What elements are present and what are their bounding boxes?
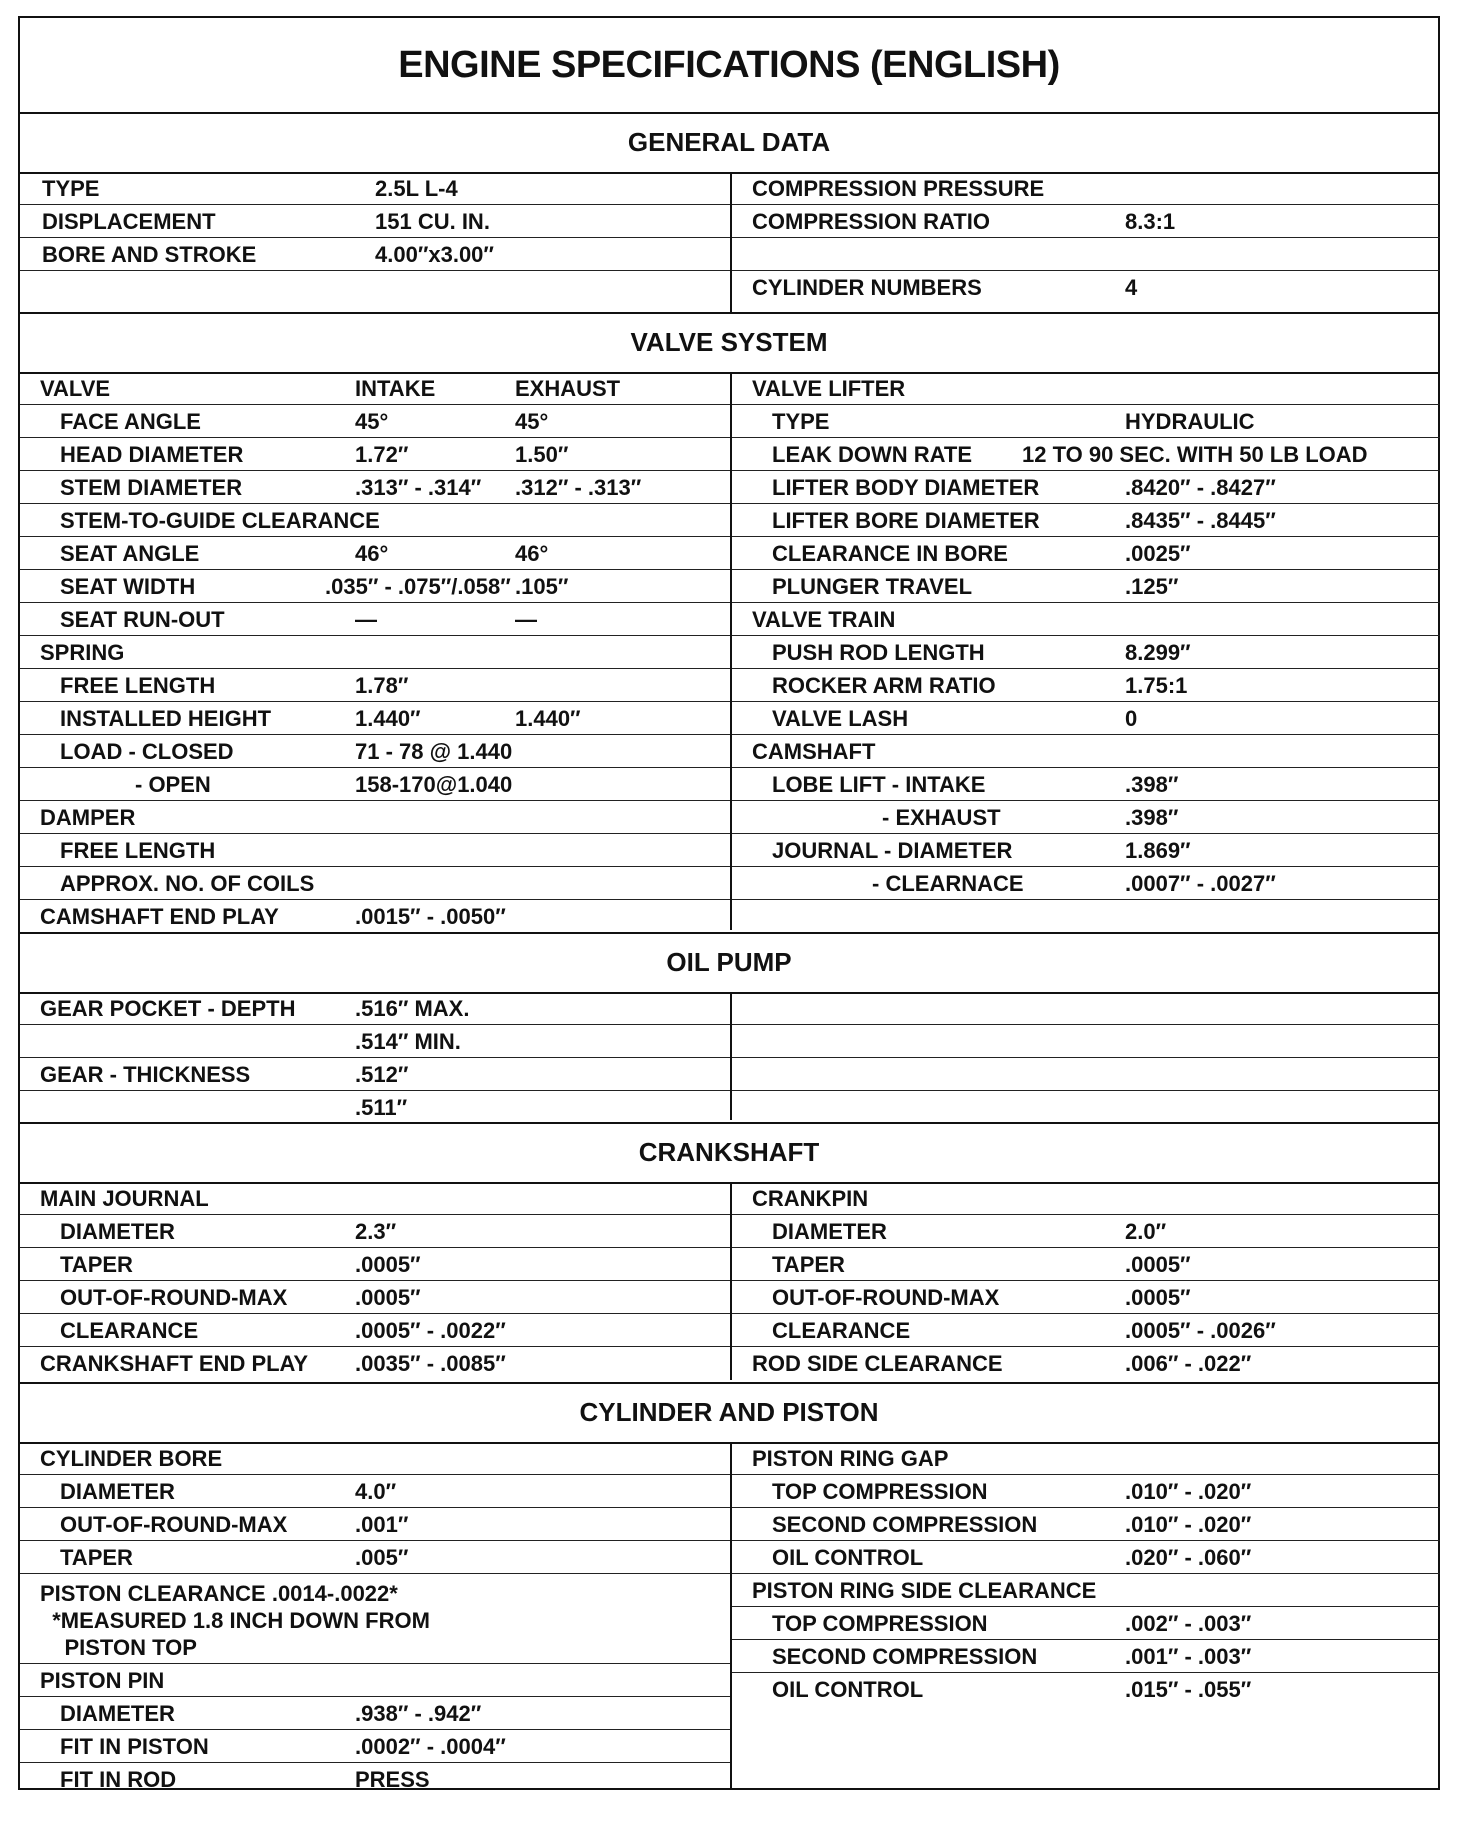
table-row (20, 702, 730, 735)
table-row (732, 735, 1440, 768)
spec-label: VALVE (40, 376, 111, 401)
spec-value: .001″ (355, 1512, 409, 1537)
valve-right-column (732, 372, 1440, 930)
table-row (20, 603, 730, 636)
spec-value: EXHAUST (515, 376, 621, 401)
general-section (20, 172, 1438, 314)
table-row (20, 801, 730, 834)
table-row (20, 1025, 730, 1058)
spec-value: .8420″ - .8427″ (1125, 475, 1276, 500)
table-row (20, 537, 730, 570)
spec-label: TYPE (772, 409, 830, 434)
spec-value: 0 (1125, 706, 1138, 731)
spec-label: SEAT WIDTH (60, 574, 196, 599)
table-row (20, 1314, 730, 1347)
spec-label: SECOND COMPRESSION (772, 1512, 1038, 1537)
spec-value: .0035″ - .0085″ (355, 1351, 506, 1376)
spec-value: 1.440″ (355, 706, 421, 731)
spec-label: - EXHAUST (882, 805, 1001, 830)
spec-label: OUT-OF-ROUND-MAX (772, 1285, 1000, 1310)
spec-label: CAMSHAFT END PLAY (40, 904, 279, 929)
spec-label: GEAR POCKET - DEPTH (40, 996, 296, 1021)
table-row (732, 1574, 1440, 1607)
spec-label: TAPER (60, 1545, 133, 1570)
table-row (732, 1091, 1440, 1124)
table-row (20, 1347, 730, 1380)
spec-value: .010″ - .020″ (1125, 1479, 1252, 1504)
spec-value: INTAKE (355, 376, 436, 401)
spec-label: COMPRESSION PRESSURE (752, 176, 1045, 201)
spec-label: VALVE LASH (772, 706, 909, 731)
spec-label: PISTON PIN (40, 1668, 165, 1693)
spec-value: 158-170@1.040 (355, 772, 513, 797)
spec-value: 1.50″ (515, 442, 569, 467)
spec-value: .010″ - .020″ (1125, 1512, 1252, 1537)
spec-value: 71 - 78 @ 1.440 (355, 739, 513, 764)
spec-value: .0002″ - .0004″ (355, 1734, 506, 1759)
spec-value: 45° (355, 409, 389, 434)
spec-label: DIAMETER (772, 1219, 887, 1244)
spec-label: - OPEN (135, 772, 211, 797)
spec-label: DISPLACEMENT (42, 209, 216, 234)
table-row (732, 603, 1440, 636)
spec-value: 8.3:1 (1125, 209, 1176, 234)
spec-value: .0007″ - .0027″ (1125, 871, 1276, 896)
spec-value: .002″ - .003″ (1125, 1611, 1252, 1636)
spec-label: OUT-OF-ROUND-MAX (60, 1285, 288, 1310)
table-row (732, 1182, 1440, 1215)
table-row (20, 992, 730, 1025)
spec-value: 4.00″x3.00″ (375, 242, 494, 267)
spec-value: 1.75:1 (1125, 673, 1188, 698)
spec-label: OIL CONTROL (772, 1545, 924, 1570)
crank-right-column (732, 1182, 1440, 1380)
spec-value: .125″ (1125, 574, 1179, 599)
cylinder-bore-group (20, 1442, 730, 1574)
section-heading-general: GENERAL DATA (20, 112, 1438, 174)
table-row (732, 992, 1440, 1025)
table-row (732, 1025, 1440, 1058)
table-row (732, 1281, 1440, 1314)
spec-label: DAMPER (40, 805, 136, 830)
spec-value: 12 TO 90 SEC. WITH 50 LB LOAD (1022, 442, 1368, 467)
table-row (732, 867, 1440, 900)
spec-label: LIFTER BORE DIAMETER (772, 508, 1040, 533)
spec-label: COMPRESSION RATIO (752, 209, 990, 234)
spec-label: INSTALLED HEIGHT (60, 706, 272, 731)
spec-value: .0005″ - .0026″ (1125, 1318, 1276, 1343)
spec-label: SEAT ANGLE (60, 541, 200, 566)
table-row (20, 1281, 730, 1314)
spec-label: HEAD DIAMETER (60, 442, 244, 467)
spec-value: .0005″ (355, 1285, 421, 1310)
table-row (20, 1215, 730, 1248)
spec-label: JOURNAL - DIAMETER (772, 838, 1013, 863)
spec-value: — (355, 607, 377, 632)
spec-label: PISTON RING SIDE CLEARANCE (752, 1578, 1097, 1603)
table-row (732, 471, 1440, 504)
spec-label: TYPE (42, 176, 100, 201)
spec-label: LIFTER BODY DIAMETER (772, 475, 1040, 500)
cyl-right-column (732, 1442, 1440, 1788)
page-title: ENGINE SPECIFICATIONS (ENGLISH) (20, 18, 1438, 114)
spec-label: TOP COMPRESSION (772, 1611, 988, 1636)
table-row (732, 1508, 1440, 1541)
table-row (20, 1058, 730, 1091)
spec-label: FACE ANGLE (60, 409, 201, 434)
table-row (20, 405, 730, 438)
table-row (20, 1730, 730, 1763)
spec-value: .312″ - .313″ (515, 475, 642, 500)
table-row (732, 1215, 1440, 1248)
spec-label: CRANKPIN (752, 1186, 869, 1211)
general-left-column (20, 172, 732, 312)
crank-section (20, 1182, 1438, 1384)
table-row (20, 1664, 730, 1697)
spec-label: DIAMETER (60, 1701, 175, 1726)
table-row (732, 1607, 1440, 1640)
spec-value: .0005″ - .0022″ (355, 1318, 506, 1343)
spec-value: .001″ - .003″ (1125, 1644, 1252, 1669)
spec-value: .006″ - .022″ (1125, 1351, 1252, 1376)
spec-label: FIT IN ROD (60, 1767, 177, 1792)
spec-value: .516″ MAX. (355, 996, 470, 1021)
table-row (732, 900, 1440, 933)
spec-label: LOAD - CLOSED (60, 739, 234, 764)
table-row (20, 1182, 730, 1215)
spec-label: APPROX. NO. OF COILS (60, 871, 315, 896)
spec-label: PLUNGER TRAVEL (772, 574, 973, 599)
cyl-left-column (20, 1442, 732, 1792)
spec-value: 1.869″ (1125, 838, 1191, 863)
spec-label: CYLINDER BORE (40, 1446, 223, 1471)
spec-label: FREE LENGTH (60, 673, 216, 698)
spec-label: STEM-TO-GUIDE CLEARANCE (60, 508, 380, 533)
table-row (732, 1058, 1440, 1091)
section-heading-oil: OIL PUMP (20, 932, 1438, 994)
spec-label: OIL CONTROL (772, 1677, 924, 1702)
spec-label: PUSH ROD LENGTH (772, 640, 985, 665)
table-row (20, 570, 730, 603)
table-row (20, 504, 730, 537)
spec-value: .0025″ (1125, 541, 1191, 566)
table-row (20, 834, 730, 867)
spec-label: ROCKER ARM RATIO (772, 673, 996, 698)
table-row (732, 570, 1440, 603)
table-row (732, 801, 1440, 834)
table-row (732, 1442, 1440, 1475)
spec-sheet (18, 16, 1440, 1790)
spec-value: .398″ (1125, 805, 1179, 830)
spec-value: .398″ (1125, 772, 1179, 797)
spec-value: 2.3″ (355, 1219, 397, 1244)
piston-clearance-note-box (20, 1574, 730, 1664)
table-row (732, 636, 1440, 669)
spec-label: VALVE LIFTER (752, 376, 906, 401)
table-row (20, 438, 730, 471)
spec-value: .105″ (515, 574, 569, 599)
table-row (20, 471, 730, 504)
spec-label: BORE AND STROKE (42, 242, 257, 267)
table-row (20, 238, 730, 271)
spec-label: CRANKSHAFT END PLAY (40, 1351, 309, 1376)
spec-label: FREE LENGTH (60, 838, 216, 863)
oil-section (20, 992, 1438, 1124)
spec-value: .0005″ (1125, 1252, 1191, 1277)
spec-value: .8435″ - .8445″ (1125, 508, 1276, 533)
spec-value: 4.0″ (355, 1479, 397, 1504)
spec-label: DIAMETER (60, 1219, 175, 1244)
table-row (20, 735, 730, 768)
table-row (732, 768, 1440, 801)
spec-label: CLEARANCE (60, 1318, 199, 1343)
spec-value: PRESS (355, 1767, 430, 1792)
spec-label: PISTON RING GAP (752, 1446, 949, 1471)
valve-left-column (20, 372, 732, 930)
general-right-column (732, 172, 1440, 312)
table-row (20, 636, 730, 669)
table-row (732, 1640, 1440, 1673)
table-row (732, 205, 1440, 238)
spec-label: FIT IN PISTON (60, 1734, 209, 1759)
spec-value: .313″ - .314″ (355, 475, 482, 500)
table-row (732, 702, 1440, 735)
spec-label: SEAT RUN-OUT (60, 607, 225, 632)
spec-label: - CLEARNACE (872, 871, 1024, 896)
spec-label: TOP COMPRESSION (772, 1479, 988, 1504)
spec-label: SPRING (40, 640, 125, 665)
spec-label: SECOND COMPRESSION (772, 1644, 1038, 1669)
table-row (732, 438, 1440, 471)
spec-value: 2.5L L-4 (375, 176, 458, 201)
spec-label: CLEARANCE (772, 1318, 911, 1343)
cyl-section (20, 1442, 1438, 1792)
spec-value: HYDRAULIC (1125, 409, 1255, 434)
table-row (732, 504, 1440, 537)
spec-label: LOBE LIFT - INTAKE (772, 772, 986, 797)
spec-value: .938″ - .942″ (355, 1701, 482, 1726)
spec-value: .005″ (355, 1545, 409, 1570)
table-row (20, 372, 730, 405)
spec-label: CAMSHAFT (752, 739, 876, 764)
spec-value: .511″ (355, 1095, 408, 1120)
table-row (20, 1442, 730, 1475)
spec-value: .512″ (355, 1062, 409, 1087)
table-row (732, 1475, 1440, 1508)
spec-value: — (515, 607, 537, 632)
spec-value: 1.78″ (355, 673, 409, 698)
section-heading-crank: CRANKSHAFT (20, 1122, 1438, 1184)
spec-label: STEM DIAMETER (60, 475, 243, 500)
spec-value: .020″ - .060″ (1125, 1545, 1252, 1570)
table-row (20, 768, 730, 801)
spec-value: .015″ - .055″ (1125, 1677, 1252, 1702)
spec-value: .514″ MIN. (355, 1029, 461, 1054)
table-row (20, 1248, 730, 1281)
spec-value: 2.0″ (1125, 1219, 1167, 1244)
table-row (20, 867, 730, 900)
section-heading-valve: VALVE SYSTEM (20, 312, 1438, 374)
spec-value: 1.72″ (355, 442, 409, 467)
table-row (20, 1475, 730, 1508)
spec-label: MAIN JOURNAL (40, 1186, 209, 1211)
table-row (20, 1763, 730, 1796)
oil-left-column (20, 992, 732, 1120)
spec-value: .0005″ (1125, 1285, 1191, 1310)
table-row (20, 1541, 730, 1574)
table-row (732, 1248, 1440, 1281)
spec-value: .035″ - .075″/.058″ (325, 574, 511, 599)
table-row (20, 271, 730, 304)
spec-value: .0015″ - .0050″ (355, 904, 506, 929)
spec-value: 4 (1125, 275, 1138, 300)
spec-label: TAPER (772, 1252, 845, 1277)
spec-label: GEAR - THICKNESS (40, 1062, 251, 1087)
table-row (732, 669, 1440, 702)
table-row (20, 1508, 730, 1541)
spec-label: CLEARANCE IN BORE (772, 541, 1008, 566)
table-row (732, 372, 1440, 405)
spec-value: 151 CU. IN. (375, 209, 490, 234)
spec-label: VALVE TRAIN (752, 607, 896, 632)
spec-label: LEAK DOWN RATE (772, 442, 973, 467)
spec-label: ROD SIDE CLEARANCE (752, 1351, 1003, 1376)
spec-value: .0005″ (355, 1252, 421, 1277)
table-row (20, 172, 730, 205)
piston-pin-group (20, 1664, 730, 1796)
spec-label: TAPER (60, 1252, 133, 1277)
table-row (20, 205, 730, 238)
table-row (732, 537, 1440, 570)
table-row (732, 1314, 1440, 1347)
section-heading-cyl: CYLINDER AND PISTON (20, 1382, 1438, 1444)
spec-label: OUT-OF-ROUND-MAX (60, 1512, 288, 1537)
spec-value: 46° (515, 541, 549, 566)
table-row (732, 405, 1440, 438)
crank-left-column (20, 1182, 732, 1380)
table-row (732, 1673, 1440, 1706)
piston-clearance-note: PISTON CLEARANCE .0014-.0022* *MEASURED 1.8 INCH DOWN FROM PISTON TOP (40, 1581, 430, 1660)
table-row (732, 1541, 1440, 1574)
spec-value: 46° (355, 541, 389, 566)
spec-value: 1.440″ (515, 706, 581, 731)
table-row (20, 669, 730, 702)
table-row (20, 900, 730, 933)
table-row (732, 271, 1440, 304)
table-row (20, 1697, 730, 1730)
spec-label: DIAMETER (60, 1479, 175, 1504)
spec-label: CYLINDER NUMBERS (752, 275, 982, 300)
oil-right-column (732, 992, 1440, 1120)
table-row (732, 834, 1440, 867)
valve-section (20, 372, 1438, 934)
table-row (732, 1347, 1440, 1380)
spec-value: 8.299″ (1125, 640, 1191, 665)
table-row (20, 1091, 730, 1124)
table-row (732, 238, 1440, 271)
table-row (732, 172, 1440, 205)
spec-value: 45° (515, 409, 549, 434)
